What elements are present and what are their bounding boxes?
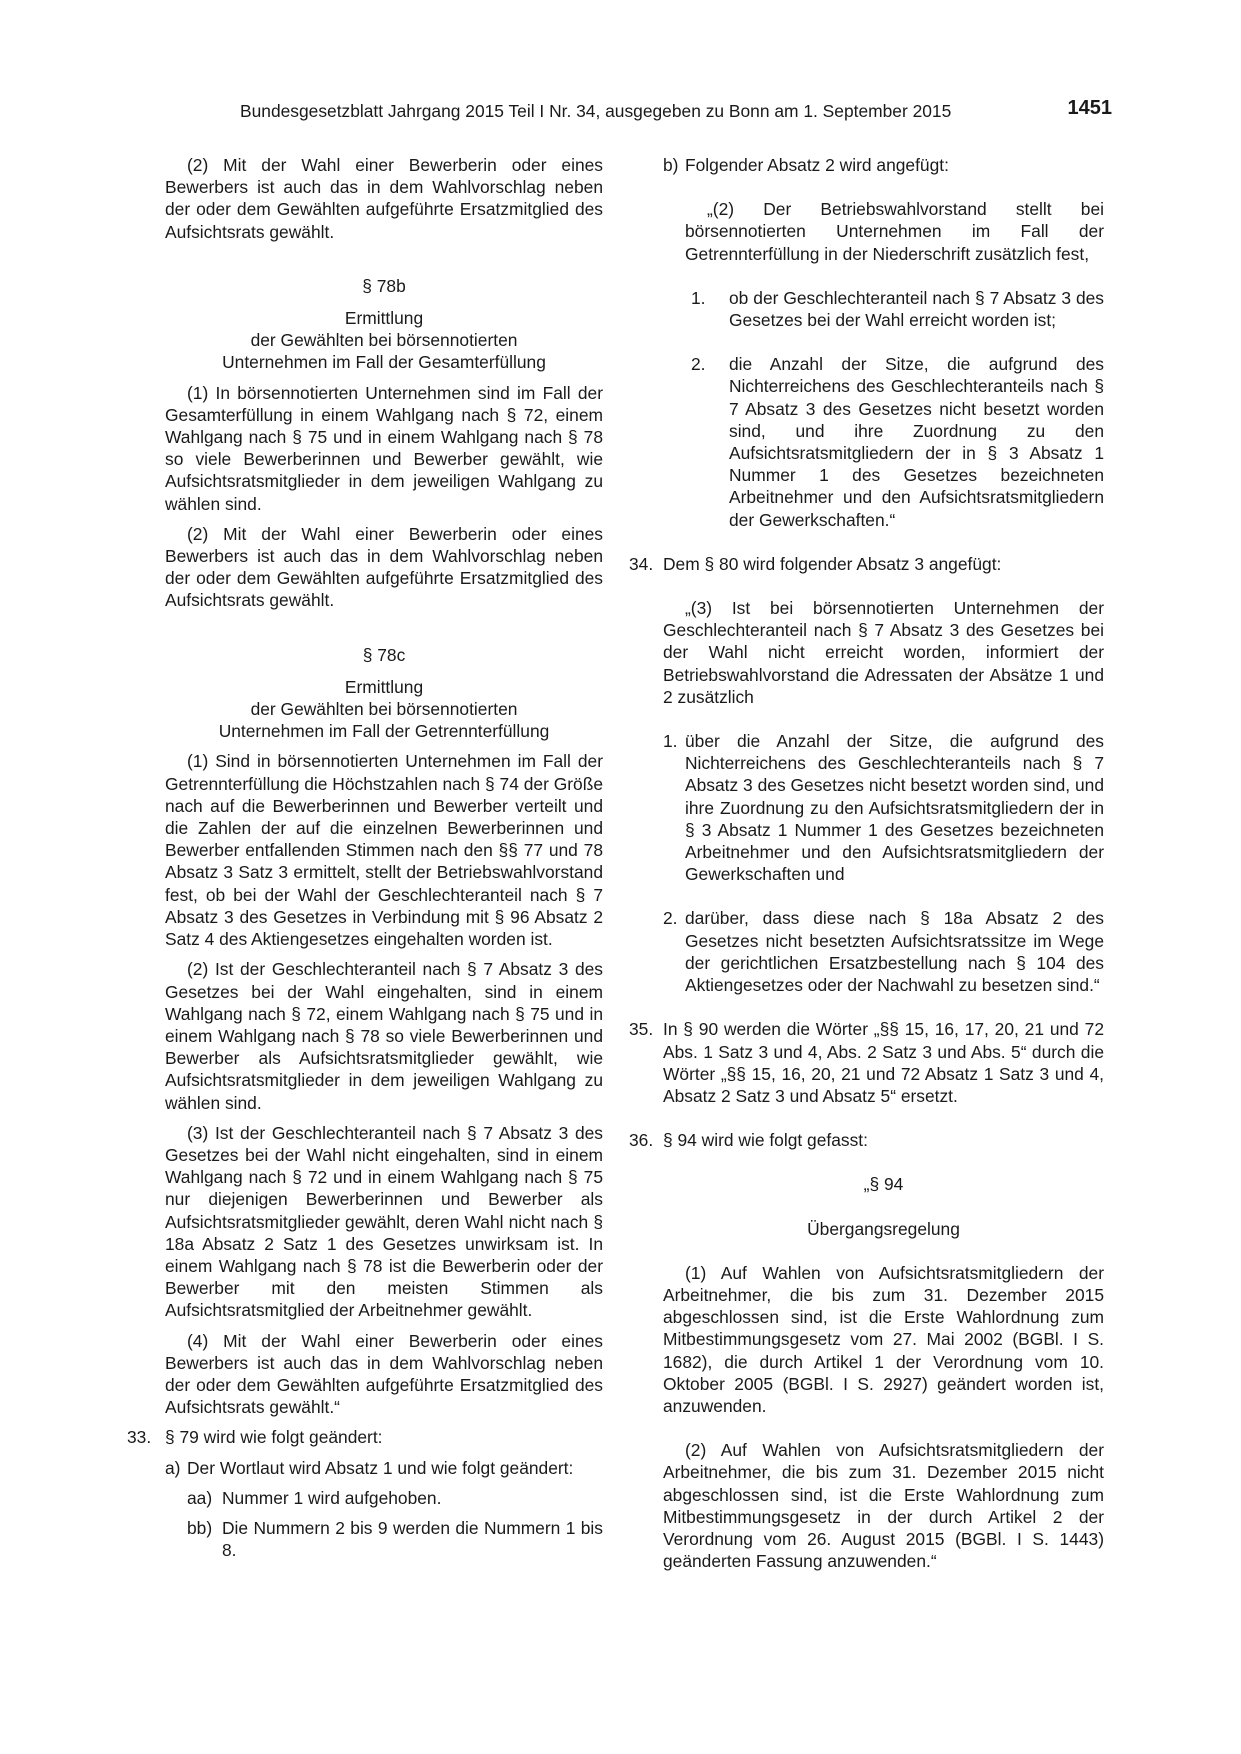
section-94-heading: „§ 94 bbox=[863, 1174, 904, 1195]
amendment-item-36 bbox=[629, 1129, 1104, 1151]
item-number: 35. bbox=[629, 1019, 654, 1040]
item-text: In § 90 werden die Wörter „§§ 15, 16, 17, 20, 21 und 72 Abs. 1 Satz 3 und 4, Abs. 2 Satz 3 und Abs. 5“ durch die Wörter „§§ 15, 16, 20, 21 und 72 Absatz 1 Satz 3 und 4, Absatz 2 Satz 3 und Absatz 5“ ersetzt. bbox=[663, 1019, 1104, 1106]
paragraph-78a-2: (2) Mit der Wahl einer Bewerberin oder eines Bewerbers ist auch das in dem Wahlvorschlag neben der oder dem Gewählten aufgeführte Ersatzmitglied des Aufsichtsrats gewählt. bbox=[165, 155, 603, 242]
paragraph-94-1: (1) Auf Wahlen von Aufsichtsratsmitgliedern der Arbeitnehmer, die bis zum 31. Dezember 2015 abgeschlossen sind, ist die Erste Wahlordnung zum Mitbestimmungsgesetz vom 27. Mai 2002 (BGBl. I S. 1682), die durch Artikel 1 der Verordnung vom 10. Oktober 2005 (BGBl. I S. 2927) geändert worden ist, anzuwenden. bbox=[663, 1262, 1104, 1416]
item-text: § 79 wird wie folgt geändert: bbox=[165, 1427, 383, 1448]
sub-item-bb bbox=[165, 1517, 603, 1561]
numbered-item-2 bbox=[663, 907, 1104, 996]
amendment-item-35 bbox=[629, 1018, 1104, 1107]
amendment-item-34 bbox=[629, 553, 1104, 575]
gazette-title: Bundesgesetzblatt Jahrgang 2015 Teil I Nr. 34, ausgegeben zu Bonn am 1. September 2015 bbox=[240, 101, 952, 121]
sub-item-label: bb) bbox=[187, 1517, 213, 1538]
numbered-item-text: über die Anzahl der Sitze, die aufgrund des Nichterreichens des Geschlechteranteils nach § 7 Absatz 3 des Gesetzes nicht besetzt worden sind, und ihre Zuordnung zu den Aufsichtsratsmitgliedern der in § 3 Absatz 1 Nummer 1 des Gesetzes bezeichneten Arbeitnehmer und den Aufsichtsratsmitgliedern der Gewerkschaften und bbox=[685, 731, 1104, 885]
item-text: § 94 wird wie folgt gefasst: bbox=[663, 1130, 868, 1151]
page-number: 1451 bbox=[1067, 97, 1112, 119]
sub-item-text: Die Nummern 2 bis 9 werden die Nummern 1 bis 8. bbox=[222, 1517, 603, 1561]
sub-item-label: a) bbox=[165, 1457, 181, 1478]
quoted-paragraph-80-3: „(3) Ist bei börsennotierten Unternehmen der Geschlechteranteil nach § 7 Absatz 3 des Gesetzes bei der Wahl nicht erreicht worden, informiert der Betriebswahlvorstand die Adressaten der Absätze 1 und 2 zusätzlich bbox=[663, 598, 1104, 707]
paragraph-78c-2: (2) Ist der Geschlechteranteil nach § 7 Absatz 3 des Gesetzes bei der Wahl eingehalten, sind in einem Wahlgang nach § 72, einem Wahlgang nach § 75 und in einem Wahlgang nach § 78 so viele Bewerberinnen und Bewerber als Aufsichtsratsmitglieder gewählt, wie Aufsichtsratsmitglieder in dem jeweiligen Wahlgang zu wählen sind. bbox=[165, 959, 603, 1113]
numbered-item-label: 1. bbox=[663, 731, 678, 752]
quoted-paragraph-80-2: „(2) Der Betriebswahlvorstand stellt bei börsennotierten Unternehmen im Fall der Getrennterfüllung in der Niederschrift zusätzlich fest, bbox=[685, 199, 1104, 264]
sub-item-a bbox=[165, 1457, 603, 1479]
sub-item-label: aa) bbox=[187, 1487, 213, 1508]
paragraph-78c-3: (3) Ist der Geschlechteranteil nach § 7 Absatz 3 des Gesetzes bei der Wahl nicht eingehalten, sind in einem Wahlgang nach § 72 und in einem Wahlgang nach § 75 nur diejenigen Bewerberinnen und Bewerber als Aufsichtsratsmitglieder gewählt, deren Wahl nicht nach § 18a Absatz 2 Satz 1 des Gesetzes unwirksam ist. In einem Wahlgang nach § 78 ist die Bewerberin oder der Bewerber mit den meisten Stimmen als Aufsichtsratsmitglied der Arbeitnehmer gewählt. bbox=[165, 1122, 603, 1321]
item-number: 34. bbox=[629, 553, 654, 574]
numbered-item-label: 2. bbox=[691, 354, 706, 375]
sub-item-text: Folgender Absatz 2 wird angefügt: bbox=[685, 155, 949, 175]
section-title-line: Ermittlung bbox=[344, 676, 424, 697]
paragraph-78b-1: (1) In börsennotierten Unternehmen sind im Fall der Gesamterfüllung in einem Wahlgang nach § 72, einem Wahlgang nach § 75 und in einem Wahlgang nach § 78 so viele Bewerberinnen und Bewerber gewählt, wie Aufsichtsratsmitglieder in dem jeweiligen Wahlgang zu wählen sind. bbox=[165, 382, 603, 514]
sub-item-text: Nummer 1 wird aufgehoben. bbox=[222, 1487, 442, 1508]
numbered-item-text: ob der Geschlechteranteil nach § 7 Absatz 3 des Gesetzes bei der Wahl erreicht worden ist; bbox=[729, 287, 1104, 331]
section-title-line: der Gewählten bei börsennotierten bbox=[250, 330, 518, 351]
section-title-line: Ermittlung bbox=[344, 308, 424, 329]
numbered-item-label: 2. bbox=[663, 908, 678, 929]
section-78b-title bbox=[165, 307, 603, 374]
sub-item-b bbox=[663, 154, 1104, 176]
right-column bbox=[629, 154, 1104, 1572]
section-78b-heading: § 78b bbox=[362, 275, 406, 296]
amendment-item-33 bbox=[127, 1426, 603, 1448]
numbered-item-text: darüber, dass diese nach § 18a Absatz 2 des Gesetzes nicht besetzten Aufsichtsratssitze im Wege der gerichtlichen Ersatzbestellung nach § 104 des Aktiengesetzes oder der Nachwahl zu besetzen sind.“ bbox=[685, 908, 1104, 996]
sub-item-text: Der Wortlaut wird Absatz 1 und wie folgt geändert: bbox=[187, 1457, 574, 1478]
numbered-item-text: die Anzahl der Sitze, die aufgrund des Nichterreichens des Geschlechteranteils nach § 7 Absatz 3 des Gesetzes nicht besetzt worden sind, und ihre Zuordnung zu den Aufsichtsratsmitgliedern der in § 3 Absatz 1 Nummer 1 des Gesetzes bezeichneten Arbeitnehmer und den Aufsichtsratsmitgliedern der Gewerkschaften.“ bbox=[729, 354, 1104, 530]
paragraph-78b-2: (2) Mit der Wahl einer Bewerberin oder eines Bewerbers ist auch das in dem Wahlvorschlag neben der oder dem Gewählten aufgeführte Ersatzmitglied des Aufsichtsrats gewählt. bbox=[165, 523, 603, 611]
numbered-item-label: 1. bbox=[691, 287, 706, 308]
left-column bbox=[127, 154, 603, 1561]
item-number: 33. bbox=[127, 1427, 152, 1448]
section-title-line: Unternehmen im Fall der Gesamterfüllung bbox=[222, 352, 546, 373]
sub-item-label: b) bbox=[663, 155, 679, 175]
numbered-item-1 bbox=[663, 287, 1104, 331]
sub-item-aa bbox=[165, 1487, 603, 1509]
section-78c-title bbox=[165, 676, 603, 743]
paragraph-78c-1: (1) Sind in börsennotierten Unternehmen im Fall der Getrennterfüllung die Höchstzahlen nach § 74 der Größe nach auf die Bewerberinnen und Bewerber verteilt und die Zahlen der auf die einzelnen Bewerberinnen und Bewerber entfallenden Stimmen nach den §§ 77 und 78 Absatz 3 Satz 3 ermittelt, stellt der Betriebswahlvorstand fest, ob bei der Wahl der Geschlechteranteil nach § 7 Absatz 3 des Gesetzes in Verbindung mit § 96 Absatz 2 Satz 4 des Aktiengesetzes eingehalten worden ist. bbox=[165, 751, 603, 950]
section-title-line: Unternehmen im Fall der Getrennterfüllung bbox=[218, 721, 550, 742]
section-title-line: der Gewählten bei börsennotierten bbox=[250, 699, 518, 720]
item-number: 36. bbox=[629, 1130, 654, 1151]
paragraph-78c-4: (4) Mit der Wahl einer Bewerberin oder eines Bewerbers ist auch das in dem Wahlvorschlag neben der oder dem Gewählten aufgeführte Ersatzmitglied des Aufsichtsrats gewählt.“ bbox=[165, 1330, 603, 1418]
section-78c-heading: § 78c bbox=[362, 644, 406, 665]
paragraph-94-2: (2) Auf Wahlen von Aufsichtsratsmitgliedern der Arbeitnehmer, die bis zum 31. Dezember 2015 nicht abgeschlossen sind, ist die Erste Wahlordnung zum Mitbestimmungsgesetz in der durch Artikel 2 der Verordnung vom 26. August 2015 (BGBl. I S. 1443) geänderten Fassung anzuwenden.“ bbox=[663, 1440, 1104, 1572]
item-text: Dem § 80 wird folgender Absatz 3 angefügt: bbox=[663, 553, 1002, 574]
numbered-item-1 bbox=[663, 730, 1104, 885]
page-header bbox=[240, 97, 1112, 126]
section-94-title: Übergangsregelung bbox=[807, 1218, 960, 1239]
numbered-item-2 bbox=[663, 353, 1104, 531]
